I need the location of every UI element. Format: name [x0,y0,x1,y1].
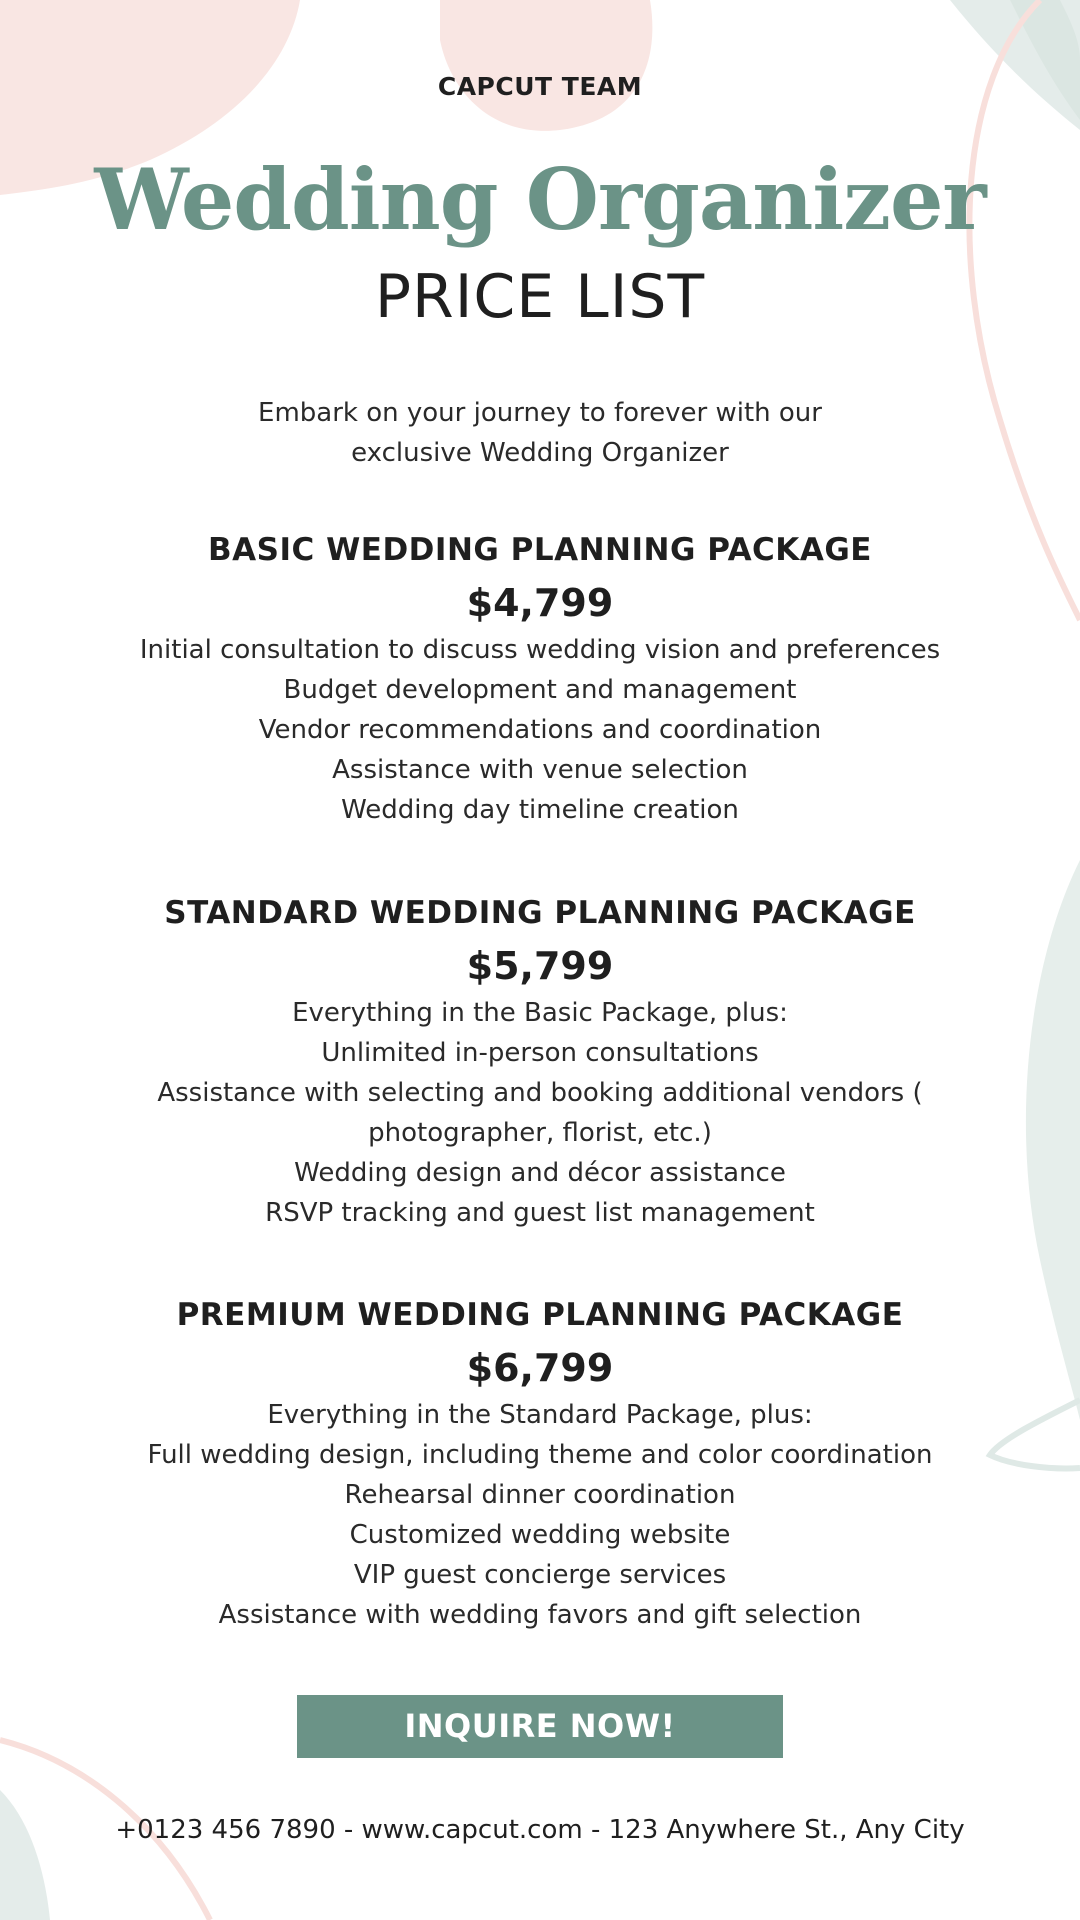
page-subtitle: PRICE LIST [374,262,706,332]
feature-list [0,993,1080,1233]
brand-name: CAPCUT TEAM [437,72,643,101]
feature-item: Customized wedding website [349,1520,731,1550]
package-premium [0,1295,1080,1635]
package-standard [0,893,1080,1233]
feature-item: Vendor recommendations and coordination [258,715,822,745]
package-name: PREMIUM WEDDING PLANNING PACKAGE [176,1297,904,1333]
package-price: $4,799 [466,581,614,625]
feature-item: Assistance with venue selection [332,755,748,785]
feature-item: VIP guest concierge services [353,1560,727,1590]
feature-list [0,1395,1080,1635]
feature-list [0,630,1080,830]
package-price: $6,799 [466,1346,614,1390]
feature-item: Assistance with wedding favors and gift selection [218,1600,862,1630]
package-name: STANDARD WEDDING PLANNING PACKAGE [164,895,916,931]
feature-item: Budget development and management [283,675,797,705]
feature-item: Unlimited in-person consultations [321,1038,759,1068]
feature-item: Everything in the Basic Package, plus: [292,998,788,1028]
inquire-now-button[interactable]: INQUIRE NOW! [297,1695,783,1758]
feature-item: Everything in the Standard Package, plus: [267,1400,813,1430]
feature-item: Assistance with selecting and booking additional vendors ( photographer, florist, etc.) [157,1078,923,1148]
contact-footer: +0123 456 7890 - www.capcut.com - 123 Anywhere St., Any City [115,1815,965,1845]
feature-item: Wedding design and décor assistance [294,1158,786,1188]
intro-text: Embark on your journey to forever with our exclusive Wedding Organizer [258,398,822,468]
package-name: BASIC WEDDING PLANNING PACKAGE [208,532,872,568]
feature-item: Wedding day timeline creation [341,795,739,825]
package-basic [0,530,1080,830]
feature-item: Rehearsal dinner coordination [344,1480,736,1510]
package-price: $5,799 [466,944,614,988]
feature-item: Initial consultation to discuss wedding vision and preferences [139,635,941,665]
page-title: Wedding Organizer [94,150,986,249]
feature-item: Full wedding design, including theme and color coordination [147,1440,933,1470]
feature-item: RSVP tracking and guest list management [265,1198,815,1228]
